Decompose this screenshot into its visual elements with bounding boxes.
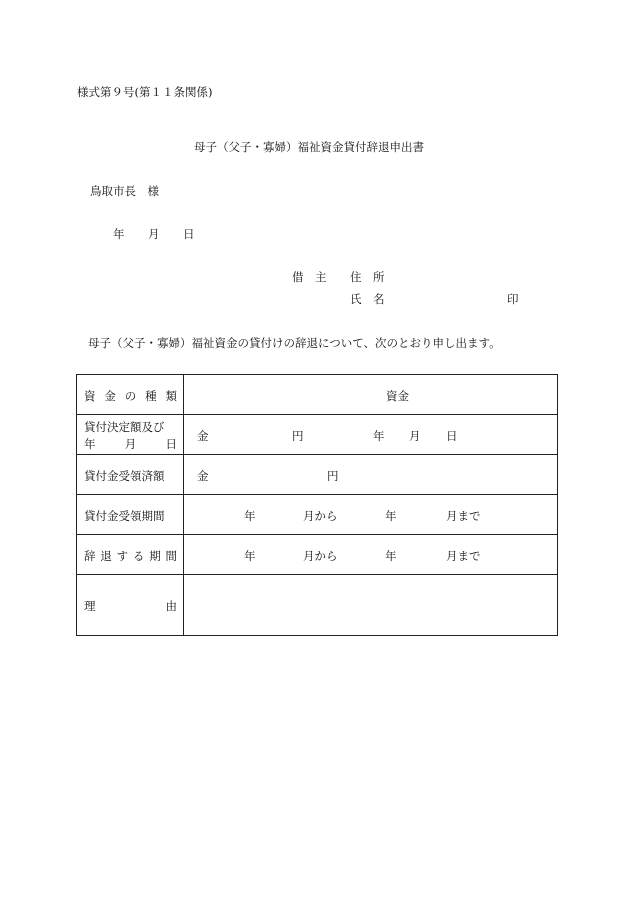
document-title: 母子（父子・寡婦）福祉資金貸付辞退申出書 (194, 140, 424, 154)
address-label: 住 所 (350, 270, 385, 284)
withdrawal-period-field[interactable] (184, 535, 558, 575)
receipt-period-field[interactable] (184, 495, 558, 535)
form-number: 様式第９号(第１１条関係) (77, 85, 213, 99)
borrower-label: 借 主 (292, 270, 327, 284)
decision-amount-field[interactable] (184, 415, 558, 455)
table-row-decision-amount (77, 415, 558, 455)
withdrawal-month-until: 月まで (446, 549, 481, 563)
fund-type-label: 資 金 の 種 類 (84, 389, 177, 403)
receipt-month-until: 月まで (446, 509, 481, 523)
date-year-label: 年 (113, 227, 125, 241)
fund-type-field[interactable] (184, 375, 558, 415)
received-kin: 金 (197, 469, 209, 483)
received-amount-field[interactable] (184, 455, 558, 495)
decision-year: 年 (373, 429, 385, 443)
table-row-reason (77, 575, 558, 636)
fund-type-value: 資金 (386, 389, 409, 403)
table-row-fund-type (77, 375, 558, 415)
withdrawal-year-from: 年 (244, 549, 256, 563)
table-row-withdrawal-period (77, 535, 558, 575)
decision-kin: 金 (197, 429, 209, 443)
name-label: 氏 名 (350, 292, 385, 306)
decision-amount-label-line1: 貸付決定額及び (84, 420, 165, 434)
reason-field[interactable] (184, 575, 558, 636)
date-day-label: 日 (183, 227, 195, 241)
receipt-year-from: 年 (244, 509, 256, 523)
statement-text: 母子（父子・寡婦）福祉資金の貸付けの辞退について、次のとおり申し出ます。 (88, 336, 501, 350)
decision-month: 月 (409, 429, 421, 443)
decision-amount-label-line2: 年 月 日 (84, 437, 177, 451)
receipt-period-label: 貸付金受領期間 (84, 509, 165, 523)
receipt-year-until: 年 (385, 509, 397, 523)
received-amount-label: 貸付金受領済額 (84, 469, 165, 483)
loan-details-table (76, 374, 558, 636)
seal-label: 印 (507, 292, 519, 306)
decision-day: 日 (446, 429, 458, 443)
receipt-month-from: 月から (303, 509, 338, 523)
received-yen: 円 (327, 469, 339, 483)
reason-label: 理 由 (84, 599, 177, 613)
table-row-receipt-period (77, 495, 558, 535)
withdrawal-period-label: 辞 退 す る 期 間 (84, 549, 177, 563)
decision-yen: 円 (292, 429, 304, 443)
date-month-label: 月 (148, 227, 160, 241)
addressee: 鳥取市長 様 (90, 184, 159, 198)
withdrawal-month-from: 月から (303, 549, 338, 563)
withdrawal-year-until: 年 (385, 549, 397, 563)
table-row-received-amount (77, 455, 558, 495)
